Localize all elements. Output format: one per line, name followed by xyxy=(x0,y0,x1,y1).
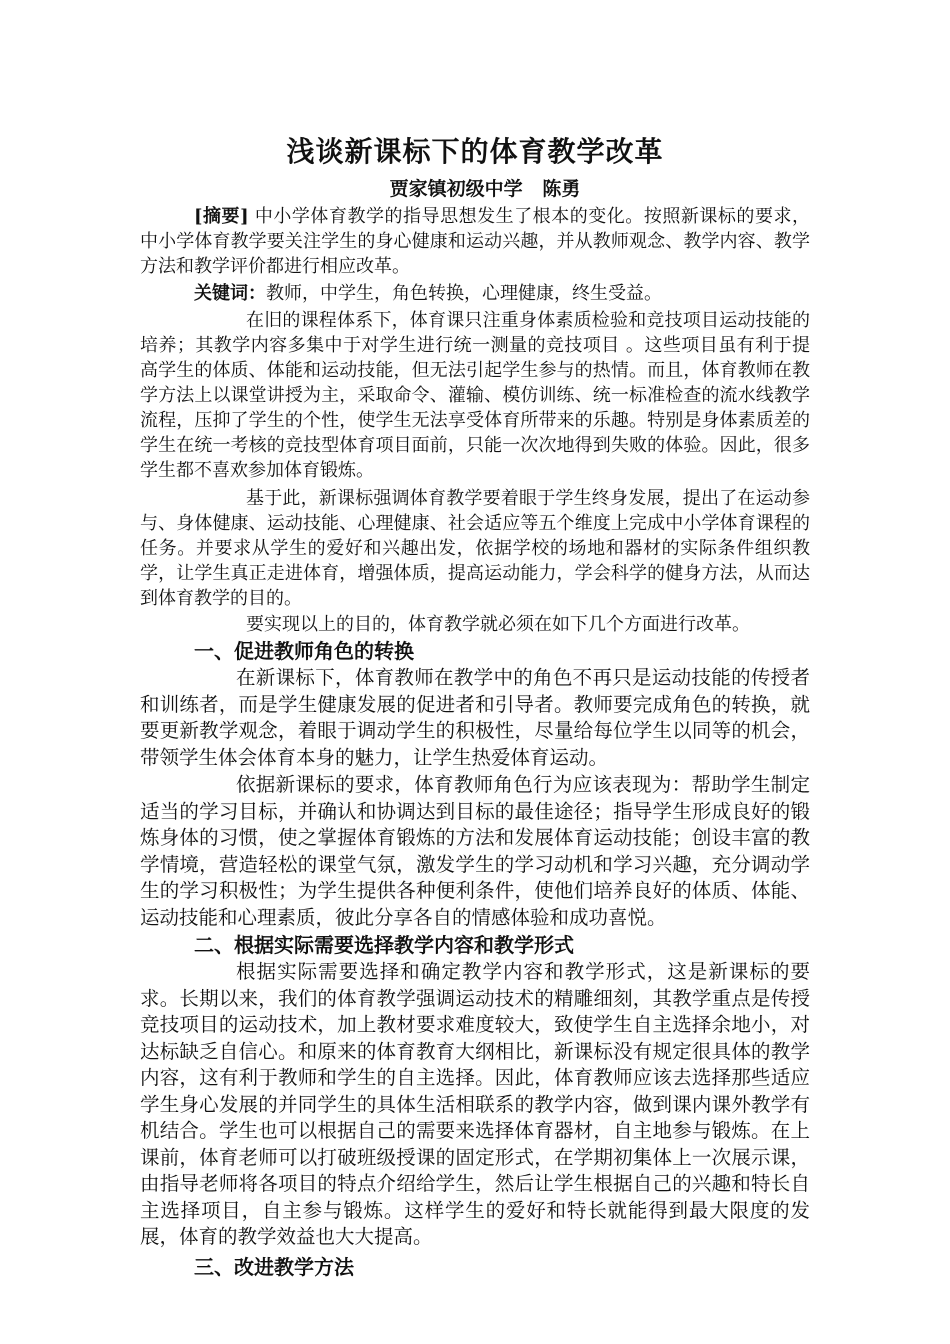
abstract-text: 中小学体育教学的指导思想发生了根本的变化。按照新课标的要求，中小学体育教学要关注学生的身心健康和运动兴趣，并从教师观念、教学内容、教学方法和教学评价都进行相应改革。 xyxy=(140,206,810,277)
section-1-paragraph-1: 在新课标下，体育教师在教学中的角色不再只是运动技能的传授者和训练者，而是学生健康发展的促进者和引导者。教师要完成角色的转换，就要更新教学观念，着眼于调动学生的积极性，尽量给每位学生以同等的机会，带领学生体会体育本身的魅力，让学生热爱体育运动。 xyxy=(140,666,810,769)
keywords-paragraph xyxy=(140,281,810,306)
body-paragraph-1: 在旧的课程体系下，体育课只注重身体素质检验和竞技项目运动技能的培养；其教学内容多集中于对学生进行统一测量的竞技项目 。这些项目虽有利于提高学生的体质、体能和运动技能，但无法引起学生参与的热情。而且，体育教师在教学方法上以课堂讲授为主，采取命令、灌输、模仿训练、统一标准检查的流水线教学流程，压抑了学生的个性，使学生无法享受体育所带来的乐趣。特别是身体素质差的学生在统一考核的竞技型体育项目面前，只能一次次地得到失败的体验。因此，很多学生都不喜欢参加体育锻炼。 xyxy=(140,310,810,481)
section-2-paragraph-1: 根据实际需要选择和确定教学内容和教学形式，这是新课标的要求。长期以来，我们的体育教学强调运动技术的精雕细刻，其教学重点是传授竞技项目的运动技术，加上教材要求难度较大，致使学生自主选择余地小，对达标缺乏自信心。和原来的体育教育大纲相比，新课标没有规定很具体的教学内容，这有利于教师和学生的自主选择。因此，体育教师应该去选择那些适应学生身心发展的并同学生的具体生活相联系的教学内容，做到课内课外教学有机结合。学生也可以根据自己的需要来选择体育器材，自主地参与锻炼。在上课前，体育老师可以打破班级授课的固定形式，在学期初集体上一次展示课，由指导老师将各项目的特点介绍给学生，然后让学生根据自己的兴趣和特长自主选择项目，自主参与锻炼。这样学生的爱好和特长就能得到最大限度的发展，体育的教学效益也大大提高。 xyxy=(140,960,810,1248)
document-page xyxy=(140,130,810,1281)
section-3-heading: 三、改进教学方法 xyxy=(194,1254,354,1279)
keywords-text: 教师，中学生，角色转换，心理健康，终生受益。 xyxy=(266,283,662,304)
section-1-heading: 一、促进教师角色的转换 xyxy=(194,639,414,663)
keywords-label: 关键词： xyxy=(194,283,266,304)
body-paragraph-2: 基于此，新课标强调体育教学要着眼于学生终身发展，提出了在运动参与、身体健康、运动技能、心理健康、社会适应等五个维度上完成中小学体育课程的任务。并要求从学生的爱好和兴趣出发，依据学校的场地和器材的实际条件组织教学，让学生真正走进体育，增强体质，提高运动能力，学会科学的健身方法，从而达到体育教学的目的。 xyxy=(140,488,810,609)
section-1-paragraph-2: 依据新课标的要求，体育教师角色行为应该表现为：帮助学生制定适当的学习目标，并确认和协调达到目标的最佳途径；指导学生形成良好的锻炼身体的习惯，使之掌握体育锻炼的方法和发展体育运动技能；创设丰富的教学情境，营造轻松的课堂气氛，激发学生的学习动机和学习兴趣，充分调动学生的学习积极性；为学生提供各种便利条件，使他们培养良好的体质、体能、运动技能和心理素质，彼此分享各自的情感体验和成功喜悦。 xyxy=(140,773,810,929)
body-paragraph-3: 要实现以上的目的，体育教学就必须在如下几个方面进行改革。 xyxy=(246,614,750,635)
document-title: 浅谈新课标下的体育教学改革 xyxy=(286,135,664,168)
abstract-paragraph xyxy=(140,204,810,279)
section-2-heading: 二、根据实际需要选择教学内容和教学形式 xyxy=(194,933,574,957)
abstract-label: [摘要] xyxy=(194,206,249,227)
author-line: 贾家镇初级中学 陈勇 xyxy=(389,178,581,200)
